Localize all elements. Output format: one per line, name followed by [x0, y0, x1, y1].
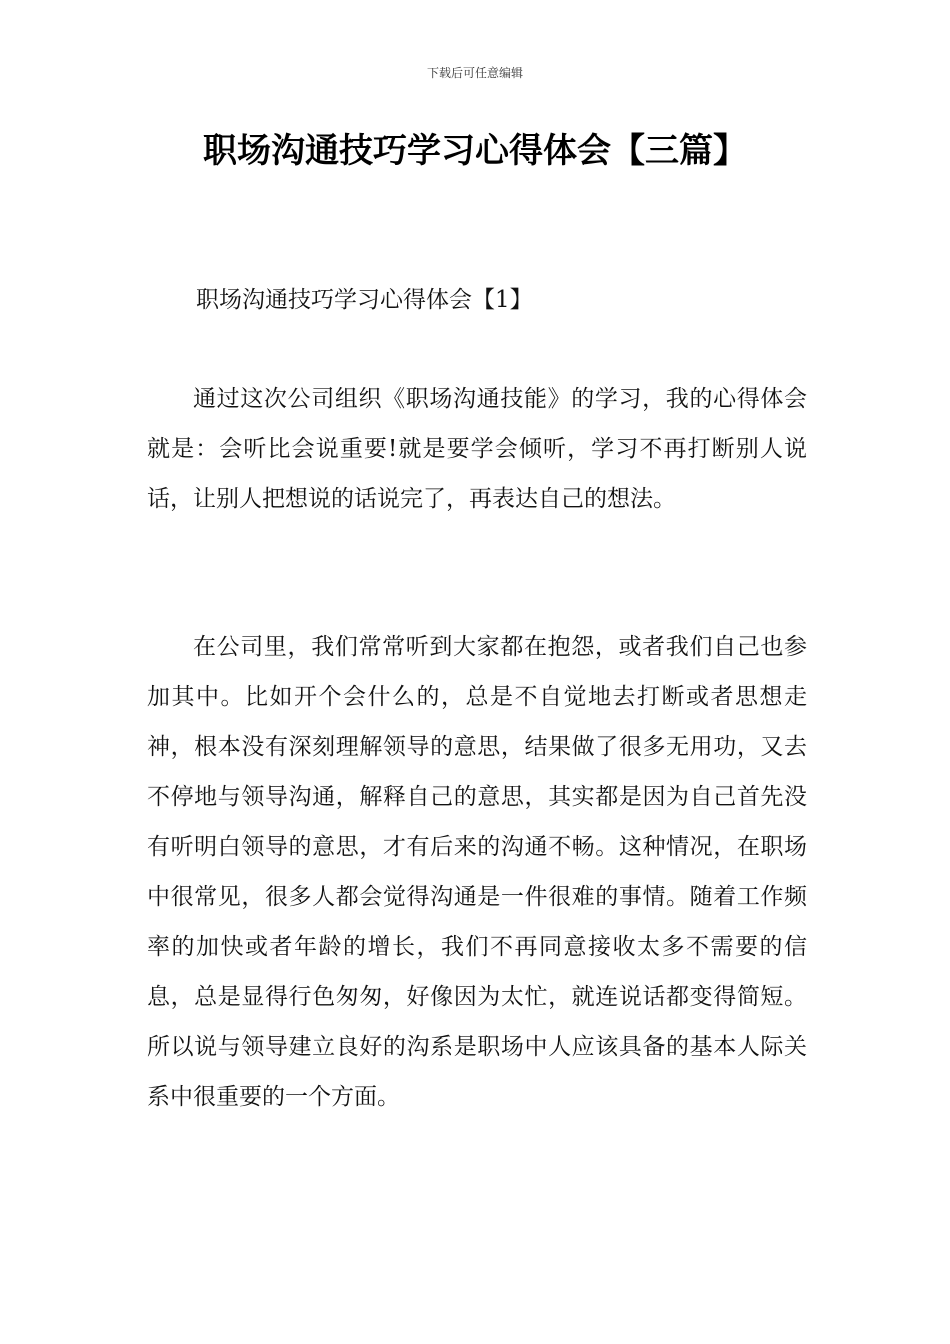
- header-note: 下载后可任意编辑: [426, 66, 523, 80]
- paragraph-2: 在公司里，我们常常听到大家都在抱怨，或者我们自己也参加其中。比如开个会什么的，总是不自觉地去打断或者思想走神，根本没有深刻理解领导的意思，结果做了很多无用功，又去不停地与领导沟通，解释自己的意思，其实都是因为自己首先没有听明白领导的意思，才有后来的沟通不畅。这种情况，在职场中很常见，很多人都会觉得沟通是一件很难的事情。随着工作频率的加快或者年龄的增长，我们不再同意接收太多不需要的信息，总是显得行色匆匆，好像因为太忙，就连说话都变得简短。所以说与领导建立良好的沟系是职场中人应该具备的基本人际关系中很重要的一个方面。: [147, 634, 807, 1110]
- section-heading: 职场沟通技巧学习心得体会【1】: [196, 287, 533, 313]
- paragraph-1: 通过这次公司组织《职场沟通技能》的学习，我的心得体会就是：会听比会说重要!就是要学会倾听，学习不再打断别人说话，让别人把想说的话说完了，再表达自己的想法。: [147, 386, 807, 512]
- document-title: 职场沟通技巧学习心得体会【三篇】: [203, 131, 747, 171]
